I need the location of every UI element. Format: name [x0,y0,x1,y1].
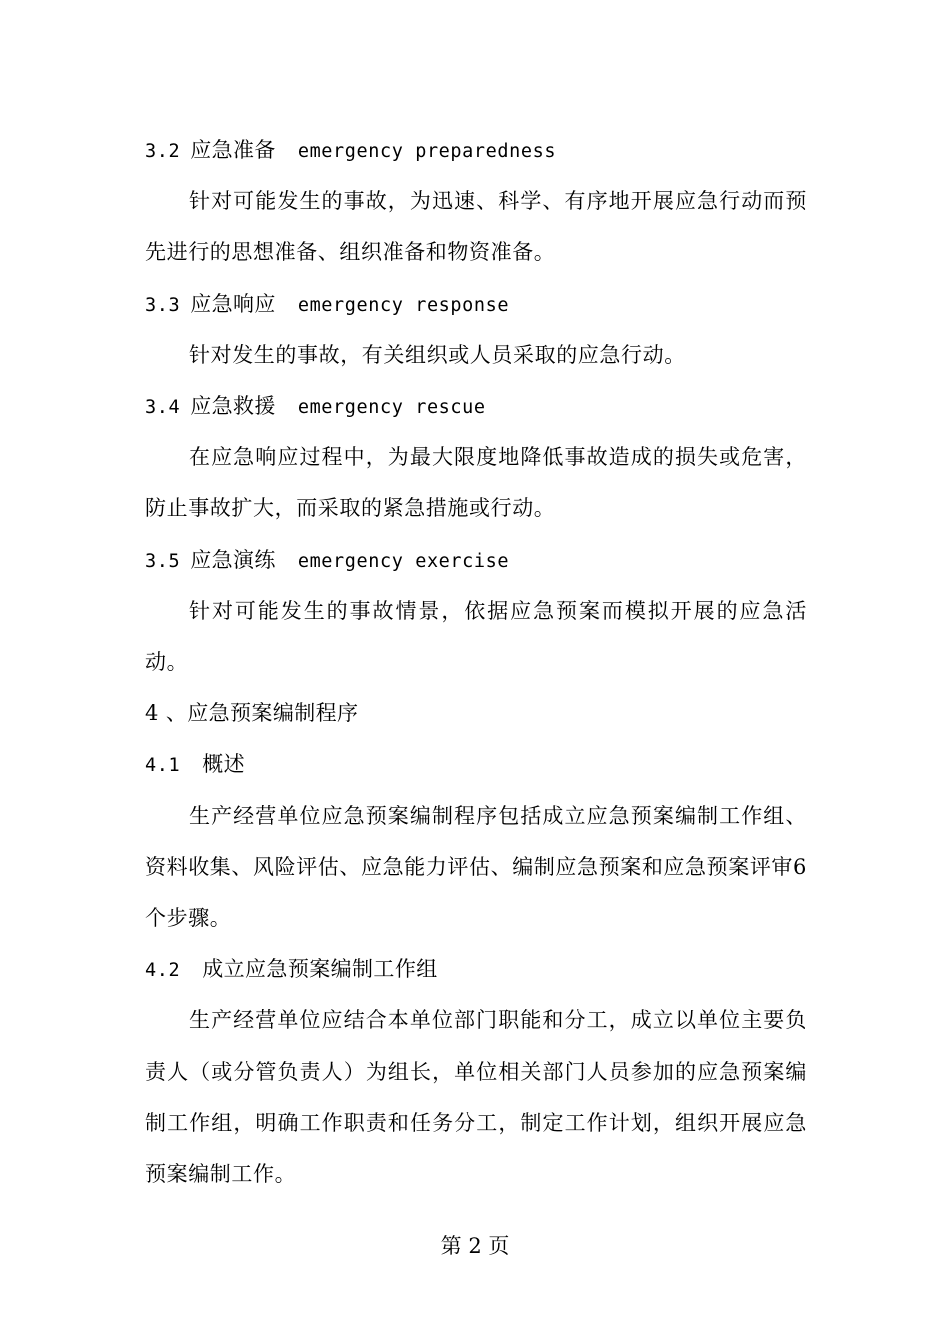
section-title-english: emergency preparedness [297,141,557,162]
section-title-english: emergency exercise [297,550,510,572]
page-content [145,125,807,1200]
section-number: 4.2 [145,960,181,982]
section-3-2-body: 针对可能发生的事故，为迅速、科学、有序地开展应急行动而预先进行的思想准备、组织准备和物资准备。 [145,189,807,265]
section-number: 3.3 [145,294,181,316]
section-title: 应急演练 [190,547,276,572]
page-number-footer: 第 2 页 [440,1234,510,1258]
section-4-heading: 4 、应急预案编制程序 [145,701,359,726]
section-4-2-body: 生产经营单位应结合本单位部门职能和分工，成立以单位主要负责人（或分管负责人）为组长，单位相关部门人员参加的应急预案编制工作组，明确工作职责和任务分工，制定工作计划，组织开展应急预案编制工作。 [145,1008,807,1186]
section-4-1-body: 生产经营单位应急预案编制程序包括成立应急预案编制工作组、资料收集、风险评估、应急能力评估、编制应急预案和应急预案评审6个步骤。 [145,803,807,930]
section-number: 3.5 [145,550,181,572]
section-number: 3.2 [145,141,181,162]
section-4-2-heading [145,944,807,995]
section-title-english: emergency rescue [297,396,486,418]
section-3-4-heading [145,381,807,432]
section-title: 概述 [202,752,246,777]
section-3-2-heading [145,125,807,176]
section-title: 应急救援 [190,393,276,418]
section-title: 应急准备 [190,138,276,162]
section-number: 4.1 [145,755,181,777]
section-3-4-body: 在应急响应过程中，为最大限度地降低事故造成的损失或危害，防止事故扩大，而采取的紧急措施或行动。 [145,445,807,521]
section-number: 3.4 [145,396,181,418]
section-3-5-body: 针对可能发生的事故情景，依据应急预案而模拟开展的应急活动。 [145,598,807,674]
section-title: 成立应急预案编制工作组 [202,957,438,982]
section-4-1-heading [145,739,807,790]
section-3-3-heading [145,279,807,330]
section-3-5-heading [145,535,807,586]
section-3-3-body: 针对发生的事故，有关组织或人员采取的应急行动。 [189,342,686,367]
section-title: 应急响应 [190,291,276,316]
section-title-english: emergency response [297,294,510,316]
